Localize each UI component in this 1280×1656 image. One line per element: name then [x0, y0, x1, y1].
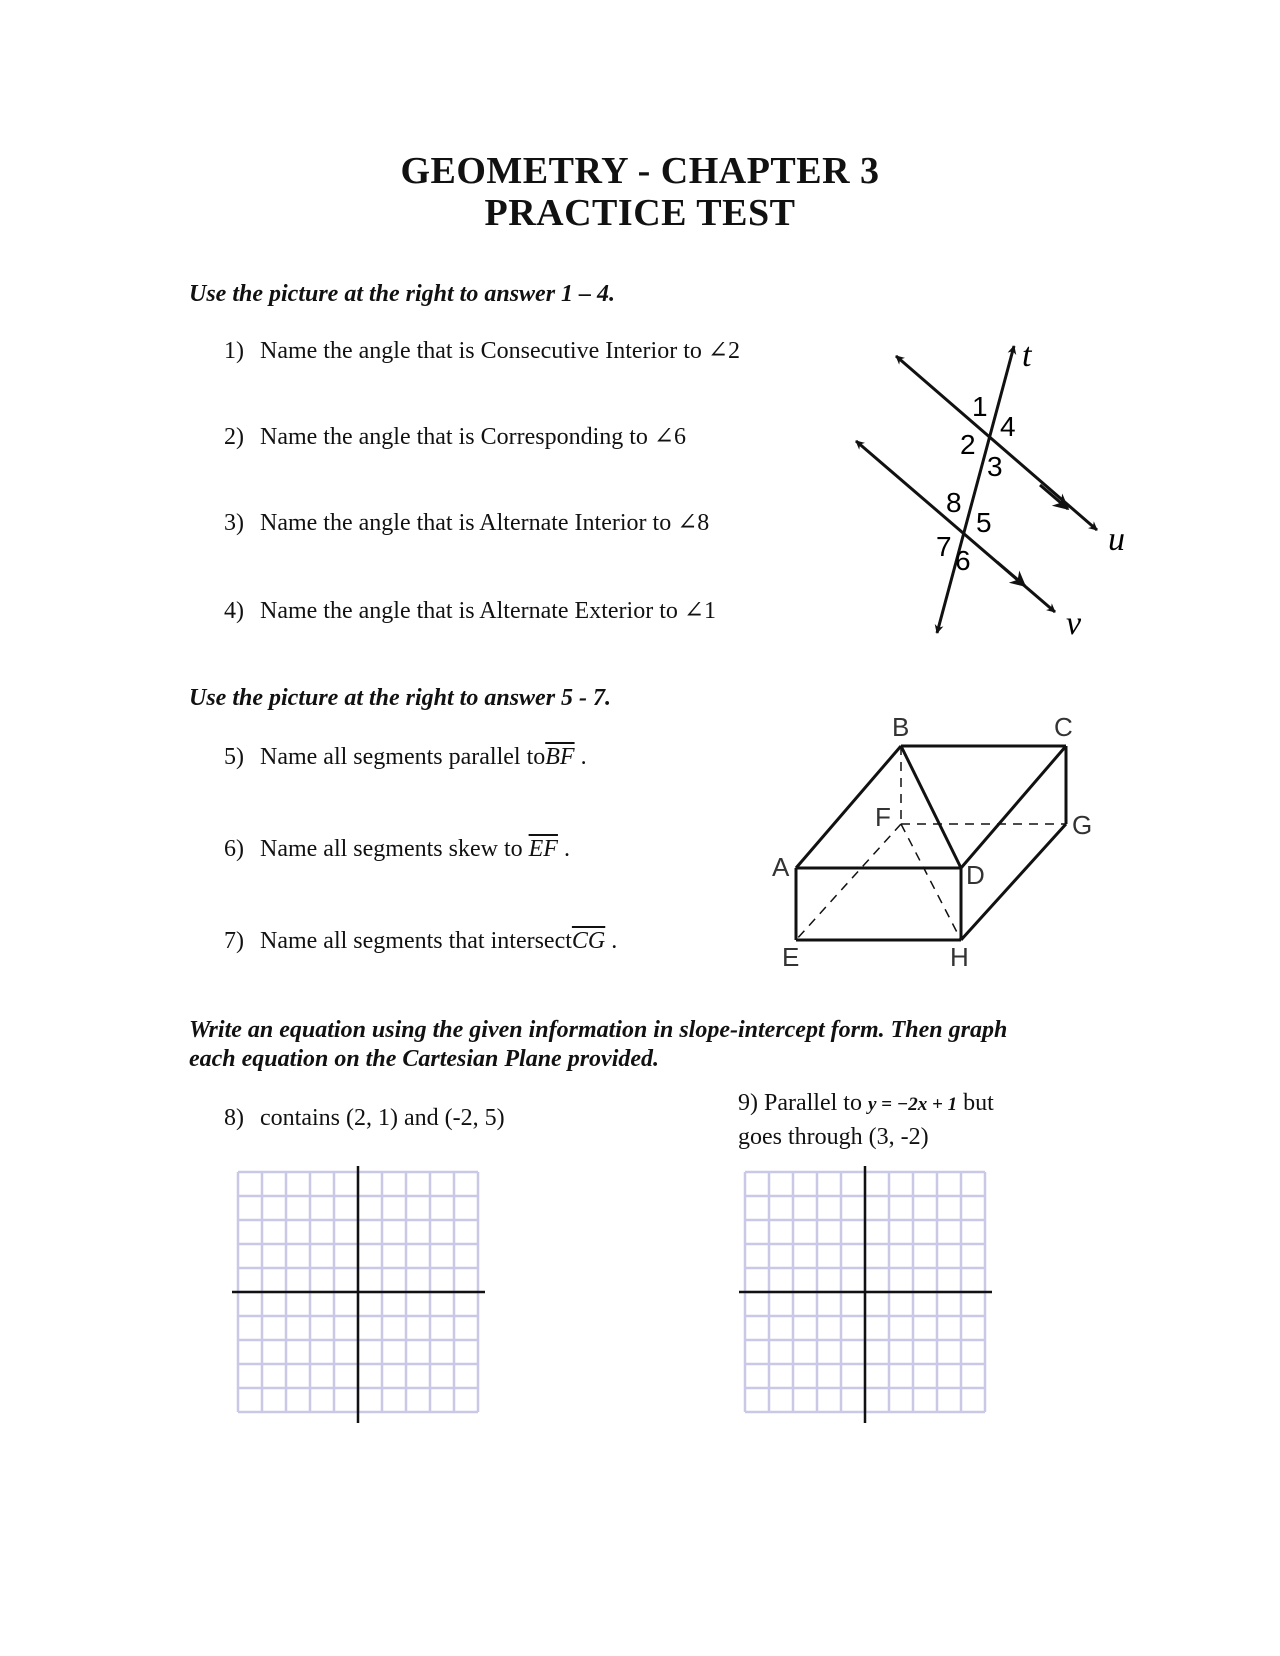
line-label-t: t [1022, 337, 1032, 374]
question-4 [224, 596, 716, 626]
question-4-text: Name the angle that is Alternate Exterior to ∠1 [260, 598, 716, 624]
question-1-number: 1) [224, 338, 244, 364]
vertex-label-h: H [950, 942, 969, 972]
question-5-number: 5) [224, 744, 244, 770]
section3-instruction-line1: Write an equation using the given information in slope-intercept form. Then graph [189, 1017, 1008, 1043]
question-5 [224, 742, 587, 772]
vertex-label-a: A [772, 852, 790, 882]
question-2-number: 2) [224, 424, 244, 450]
question-6-number: 6) [224, 836, 244, 862]
section1-instruction: Use the picture at the right to answer 1 – 4. [189, 281, 616, 307]
angle-label-2: 2 [960, 429, 976, 460]
parallel-lines-figure [840, 330, 1160, 640]
question-6-text: Name all segments skew to [260, 836, 523, 862]
question-9-equation: y = −2x + 1 [867, 1094, 958, 1115]
vertex-label-b: B [892, 712, 910, 742]
question-7-text: Name all segments that intersect [260, 928, 572, 954]
question-3-number: 3) [224, 510, 244, 536]
angle-label-8: 8 [946, 487, 962, 518]
angle-label-5: 5 [976, 507, 992, 538]
question-5-text: Name all segments parallel to [260, 744, 546, 770]
parallel-mark-v [997, 562, 1025, 586]
question-9-prefix: 9) Parallel to [738, 1090, 862, 1116]
question-7 [224, 926, 617, 956]
vertex-label-f: F [875, 802, 891, 832]
question-8-text: contains (2, 1) and (-2, 5) [260, 1105, 505, 1131]
question-7-number: 7) [224, 928, 244, 954]
question-3-text: Name the angle that is Alternate Interior to ∠8 [260, 510, 710, 536]
question-5-period: . [580, 744, 587, 770]
question-9-line2: goes through (3, -2) [738, 1124, 929, 1150]
line-label-u: u [1108, 521, 1125, 558]
prism-figure [760, 710, 1100, 980]
page-title: GEOMETRY - CHAPTER 3 [400, 150, 880, 192]
question-7-period: . [611, 928, 618, 954]
question-1 [224, 336, 740, 366]
parallel-mark-u [1040, 485, 1068, 509]
question-9-suffix: but [963, 1090, 994, 1116]
page-subtitle: PRACTICE TEST [484, 192, 796, 234]
question-3 [224, 508, 709, 538]
segment-bf: $\overline{BF}$ [545, 744, 575, 770]
vertex-label-d: D [966, 860, 985, 890]
vertex-label-e: E [782, 942, 800, 972]
vertex-label-c: C [1054, 712, 1073, 742]
vertex-label-g: G [1072, 810, 1093, 840]
question-8 [224, 1103, 505, 1133]
cartesian-plane-q9[interactable] [737, 1164, 997, 1428]
line-u [896, 356, 1097, 530]
angle-label-6: 6 [955, 545, 971, 576]
question-6 [224, 834, 570, 864]
question-9-line1 [738, 1088, 994, 1120]
question-6-period: . [563, 836, 570, 862]
angle-label-4: 4 [1000, 411, 1016, 442]
question-2-text: Name the angle that is Corresponding to ∠6 [260, 424, 687, 450]
section2-instruction: Use the picture at the right to answer 5 - 7. [189, 685, 612, 711]
question-1-text: Name the angle that is Consecutive Interior to ∠2 [260, 338, 740, 364]
question-8-number: 8) [224, 1105, 244, 1131]
section3-instruction-line2: each equation on the Cartesian Plane provided. [189, 1046, 660, 1072]
segment-cg: $\overline{CG}$ [571, 928, 606, 954]
prism-hidden-edges [796, 746, 1066, 940]
question-4-number: 4) [224, 598, 244, 624]
angle-label-3: 3 [987, 451, 1003, 482]
prism-solid-edges [796, 746, 1066, 940]
line-label-v: v [1066, 605, 1082, 640]
question-2 [224, 422, 686, 452]
angle-label-1: 1 [972, 391, 988, 422]
cartesian-plane-q8[interactable] [230, 1164, 490, 1428]
angle-label-7: 7 [936, 531, 952, 562]
segment-ef: $\overline{EF}$ [528, 836, 558, 862]
